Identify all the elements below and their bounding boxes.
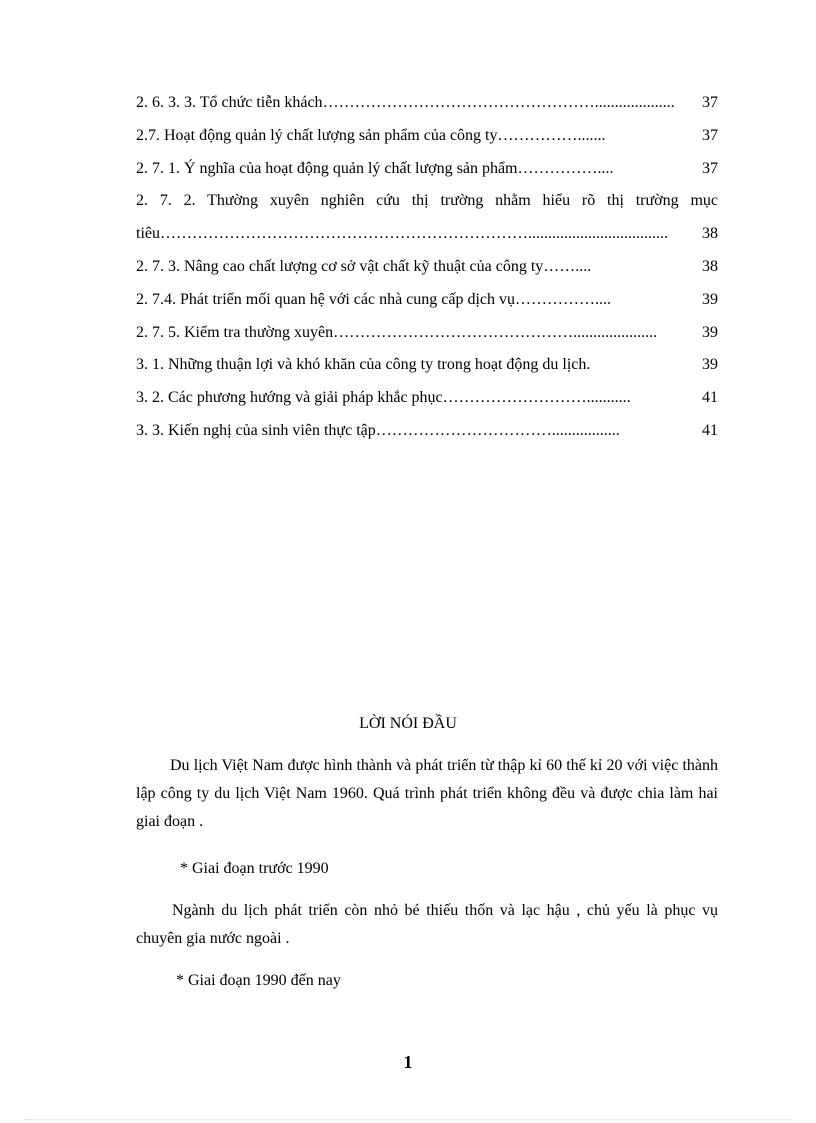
toc-entry-page: 41: [702, 421, 718, 439]
toc-entry-leader: ……....: [543, 257, 592, 275]
toc-entry-leader: …………………………….................: [375, 421, 620, 439]
toc-entry-leader: .: [586, 356, 591, 374]
toc-entry-page: 41: [702, 389, 718, 407]
toc-entry-title: 3. 1. Những thuận lợi và khó khăn của công ty trong hoạt động du lịch: [136, 356, 587, 374]
toc-entry: [136, 125, 718, 158]
toc-entry-leader: ………………………...........: [442, 389, 631, 407]
table-of-contents: [136, 92, 718, 453]
toc-entry: [136, 256, 718, 289]
toc-entry-title: 2. 7. 5. Kiểm tra thường xuyên: [136, 323, 334, 341]
section-heading: LỜI NÓI ĐẦU: [359, 715, 457, 732]
toc-entry-title: 3. 3. Kiến nghị của sinh viên thực tập: [136, 421, 376, 439]
toc-entry-title: 2.7. Hoạt động quản lý chất lượng sản phẩm của công ty: [136, 126, 498, 144]
toc-entry-page: 38: [702, 225, 718, 243]
toc-entry-title: 2. 7. 3. Nâng cao chất lượng cơ sở vật chất kỹ thuật của công ty: [136, 257, 544, 275]
toc-entry: [136, 223, 718, 256]
toc-entry-page: 38: [702, 257, 718, 275]
toc-entry-leader: ……………....: [517, 159, 614, 177]
period-bullet: * Giai đoạn 1990 đến nay: [176, 972, 341, 989]
toc-entry-title: 2. 7. 2. Thường xuyên nghiên cứu thị trường nhằm hiểu rõ thị trường mục: [136, 192, 718, 210]
body-paragraph-text: Ngành du lịch phát triển còn nhỏ bé thiếu thốn và lạc hậu , chủ yếu là phục vụ chuyên gia nước ngoài .: [136, 902, 718, 947]
toc-entry: [136, 387, 718, 420]
toc-entry-title: 3. 2. Các phương hướng và giải pháp khắc phục: [136, 389, 443, 407]
toc-entry-title: tiêu: [136, 225, 160, 243]
toc-entry: [136, 92, 718, 125]
toc-entry-page: 37: [702, 94, 718, 111]
toc-entry: [136, 158, 718, 191]
body-paragraph: [136, 897, 718, 953]
toc-entry: [136, 322, 718, 355]
toc-entry-page: 37: [702, 159, 718, 177]
toc-entry: [136, 420, 718, 453]
toc-entry-page: 37: [702, 126, 718, 144]
toc-entry-page: 39: [702, 290, 718, 308]
toc-entry: [136, 289, 718, 322]
toc-entry-title: 2. 7. 1. Ý nghĩa của hoạt động quản lý chất lượng sản phẩm: [136, 159, 518, 177]
toc-entry-leader: ……………………………………………....................: [322, 94, 675, 111]
period-bullet: * Giai đoạn trước 1990: [180, 860, 329, 877]
toc-entry-title: 2. 6. 3. 3. Tổ chức tiễn khách: [136, 94, 323, 111]
toc-entry-page: 39: [702, 323, 718, 341]
intro-paragraph-text: Du lịch Việt Nam được hình thành và phát triển từ thập kỉ 60 thế kỉ 20 với việc thành lập công ty du lịch Việt Nam 1960. Quá trình phát triển không đều và được chia làm hai giai đoạn .: [136, 757, 718, 830]
page-bottom-divider: [24, 1119, 792, 1120]
toc-entry-page: 39: [702, 356, 718, 374]
toc-entry-leader: …………….......: [497, 126, 606, 144]
toc-entry-title: 2. 7.4. Phát triển mối quan hệ với các nhà cung cấp dịch vụ: [136, 290, 516, 308]
page-number: 1: [403, 1052, 413, 1072]
toc-entry-leader: ……………………………………….....................: [333, 323, 658, 341]
toc-entry: [136, 354, 718, 387]
intro-paragraph: [136, 752, 718, 836]
toc-entry-leader: ……………………………………………………………...................................: [160, 225, 668, 243]
toc-entry-leader: ……………....: [515, 290, 612, 308]
toc-entry: [136, 190, 718, 223]
